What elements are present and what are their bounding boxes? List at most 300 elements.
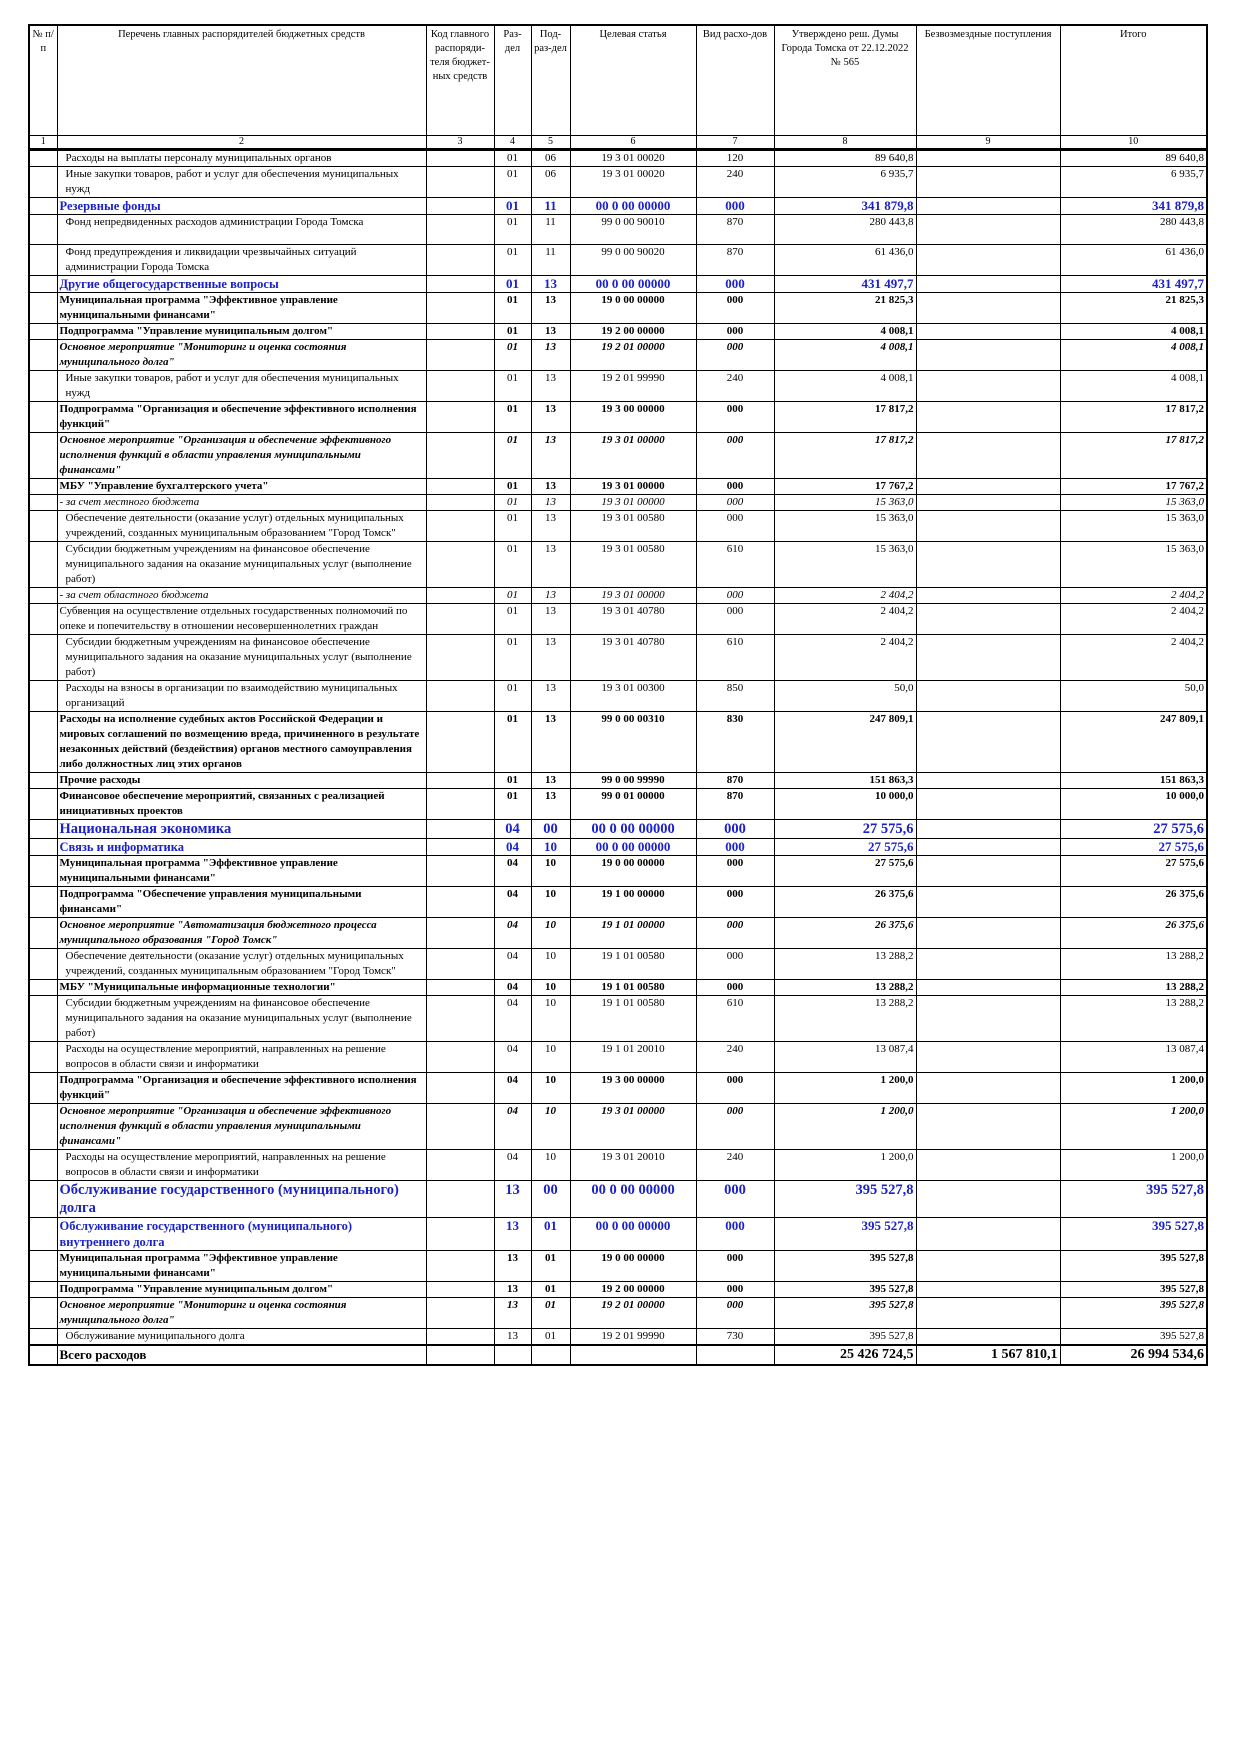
row-statya: 19 0 00 00000	[570, 1251, 696, 1282]
row-podrazdel: 11	[531, 245, 570, 276]
table-row	[29, 293, 1207, 324]
row-approved: 13 087,4	[774, 1042, 916, 1073]
row-total: 395 527,8	[1060, 1181, 1207, 1218]
row-number-cell	[29, 324, 57, 340]
row-statya: 19 3 00 00000	[570, 1073, 696, 1104]
table-row	[29, 479, 1207, 495]
row-name: Прочие расходы	[57, 773, 426, 789]
row-approved: 26 375,6	[774, 918, 916, 949]
row-approved: 1 200,0	[774, 1150, 916, 1181]
row-code-cell	[426, 215, 494, 245]
row-razdel: 13	[494, 1251, 531, 1282]
row-total: 17 817,2	[1060, 433, 1207, 479]
row-vid: 240	[696, 167, 774, 198]
row-razdel: 01	[494, 340, 531, 371]
row-number-cell	[29, 588, 57, 604]
row-code-cell	[426, 1150, 494, 1181]
table-row	[29, 1298, 1207, 1329]
row-vid: 000	[696, 324, 774, 340]
row-statya: 19 3 01 00000	[570, 495, 696, 511]
row-statya: 19 3 01 20010	[570, 1150, 696, 1181]
row-podrazdel: 10	[531, 996, 570, 1042]
row-approved: 2 404,2	[774, 588, 916, 604]
table-row	[29, 1329, 1207, 1346]
row-approved: 10 000,0	[774, 789, 916, 820]
row-approved: 26 375,6	[774, 887, 916, 918]
table-row	[29, 1218, 1207, 1251]
row-name: Расходы на выплаты персоналу муниципальных органов	[57, 150, 426, 167]
row-grants	[916, 918, 1060, 949]
row-number-cell	[29, 887, 57, 918]
row-code-cell	[426, 340, 494, 371]
row-approved: 2 404,2	[774, 604, 916, 635]
row-grants	[916, 773, 1060, 789]
row-razdel: 01	[494, 150, 531, 167]
row-vid: 000	[696, 856, 774, 887]
row-total: 341 879,8	[1060, 198, 1207, 215]
header-code: Код главного распоряди-теля бюджет-ных средств	[426, 25, 494, 136]
header-approved: Утверждено реш. Думы Города Томска от 22.12.2022 № 565	[774, 25, 916, 136]
row-number-cell	[29, 1282, 57, 1298]
row-podrazdel: 10	[531, 856, 570, 887]
row-grants	[916, 856, 1060, 887]
row-razdel: 13	[494, 1282, 531, 1298]
row-podrazdel: 11	[531, 198, 570, 215]
header-statya: Целевая статья	[570, 25, 696, 136]
table-row	[29, 1150, 1207, 1181]
column-number: 5	[531, 136, 570, 150]
row-razdel: 13	[494, 1298, 531, 1329]
row-statya: 19 1 01 00580	[570, 980, 696, 996]
row-total: 2 404,2	[1060, 635, 1207, 681]
table-row	[29, 604, 1207, 635]
row-statya: 19 3 01 00580	[570, 511, 696, 542]
row-podrazdel: 11	[531, 215, 570, 245]
row-code-cell	[426, 1251, 494, 1282]
row-number-cell	[29, 340, 57, 371]
column-number: 1	[29, 136, 57, 150]
row-approved: 1 200,0	[774, 1073, 916, 1104]
row-statya: 19 3 01 00300	[570, 681, 696, 712]
row-vid: 870	[696, 245, 774, 276]
row-podrazdel: 00	[531, 820, 570, 839]
row-vid: 000	[696, 1298, 774, 1329]
row-podrazdel: 10	[531, 1073, 570, 1104]
row-statya: 19 1 01 00580	[570, 996, 696, 1042]
row-name: Обеспечение деятельности (оказание услуг) отдельных муниципальных учреждений, созданных муниципальным образованием "Город Томск"	[57, 949, 426, 980]
row-name: Обслуживание государственного (муниципального) долга	[57, 1181, 426, 1218]
table-header	[29, 25, 1207, 150]
row-number-cell	[29, 495, 57, 511]
row-razdel: 01	[494, 712, 531, 773]
row-vid: 000	[696, 839, 774, 856]
row-grants	[916, 712, 1060, 773]
row-total: 26 375,6	[1060, 918, 1207, 949]
row-code-cell	[426, 511, 494, 542]
row-grants	[916, 495, 1060, 511]
row-total: 10 000,0	[1060, 789, 1207, 820]
table-row	[29, 789, 1207, 820]
row-podrazdel: 01	[531, 1329, 570, 1346]
row-grants	[916, 1329, 1060, 1346]
row-podrazdel: 13	[531, 542, 570, 588]
row-number-cell	[29, 918, 57, 949]
row-total: 395 527,8	[1060, 1282, 1207, 1298]
row-approved: 15 363,0	[774, 495, 916, 511]
row-podrazdel: 10	[531, 1042, 570, 1073]
table-row	[29, 245, 1207, 276]
row-vid: 610	[696, 542, 774, 588]
table-row	[29, 996, 1207, 1042]
row-vid: 000	[696, 949, 774, 980]
row-statya: 19 3 01 00020	[570, 167, 696, 198]
table-row	[29, 1073, 1207, 1104]
row-grants	[916, 511, 1060, 542]
row-code-cell	[426, 167, 494, 198]
table-row	[29, 681, 1207, 712]
row-name: Субсидии бюджетным учреждениям на финансовое обеспечение муниципального задания на оказание муниципальных услуг (выполнение работ)	[57, 635, 426, 681]
row-approved: 27 575,6	[774, 820, 916, 839]
row-vid: 870	[696, 789, 774, 820]
row-total: 27 575,6	[1060, 820, 1207, 839]
row-name: Подпрограмма "Организация и обеспечение эффективного исполнения функций"	[57, 1073, 426, 1104]
row-name: Иные закупки товаров, работ и услуг для обеспечения муниципальных нужд	[57, 167, 426, 198]
row-total: 1 200,0	[1060, 1150, 1207, 1181]
row-approved: 341 879,8	[774, 198, 916, 215]
table-row	[29, 1104, 1207, 1150]
row-razdel: 01	[494, 215, 531, 245]
row-statya: 19 3 01 40780	[570, 604, 696, 635]
table-row	[29, 511, 1207, 542]
row-vid: 000	[696, 433, 774, 479]
header-total: Итого	[1060, 25, 1207, 136]
row-number-cell	[29, 371, 57, 402]
row-vid: 000	[696, 604, 774, 635]
row-razdel: 01	[494, 495, 531, 511]
row-vid: 000	[696, 918, 774, 949]
row-podrazdel: 10	[531, 1150, 570, 1181]
row-number-cell	[29, 276, 57, 293]
table-row	[29, 402, 1207, 433]
row-number-cell	[29, 773, 57, 789]
row-code-cell	[426, 635, 494, 681]
row-razdel: 01	[494, 276, 531, 293]
row-number-cell	[29, 1181, 57, 1218]
row-name: Обеспечение деятельности (оказание услуг) отдельных муниципальных учреждений, созданных муниципальным образованием "Город Томск"	[57, 511, 426, 542]
row-number-cell	[29, 293, 57, 324]
row-vid: 000	[696, 1181, 774, 1218]
row-number-cell	[29, 635, 57, 681]
row-statya: 99 0 00 90010	[570, 215, 696, 245]
row-name: Расходы на осуществление мероприятий, направленных на решение вопросов в области связи и информатики	[57, 1150, 426, 1181]
row-number-cell	[29, 215, 57, 245]
row-podrazdel: 01	[531, 1218, 570, 1251]
row-grants	[916, 635, 1060, 681]
row-number-cell	[29, 1104, 57, 1150]
row-grants	[916, 789, 1060, 820]
total-vid-cell	[696, 1345, 774, 1365]
row-vid: 000	[696, 887, 774, 918]
row-name: МБУ "Управление бухгалтерского учета"	[57, 479, 426, 495]
row-statya: 19 3 01 00020	[570, 150, 696, 167]
row-podrazdel: 13	[531, 635, 570, 681]
row-podrazdel: 13	[531, 712, 570, 773]
table-row	[29, 167, 1207, 198]
row-statya: 19 1 01 00580	[570, 949, 696, 980]
row-name: Расходы на осуществление мероприятий, направленных на решение вопросов в области связи и информатики	[57, 1042, 426, 1073]
header-grants: Безвозмездные поступления	[916, 25, 1060, 136]
row-vid: 000	[696, 1282, 774, 1298]
row-total: 2 404,2	[1060, 604, 1207, 635]
column-number: 7	[696, 136, 774, 150]
row-number-cell	[29, 1150, 57, 1181]
row-total: 6 935,7	[1060, 167, 1207, 198]
row-code-cell	[426, 1073, 494, 1104]
total-label: Всего расходов	[57, 1345, 426, 1365]
row-approved: 4 008,1	[774, 340, 916, 371]
row-grants	[916, 245, 1060, 276]
row-name: Расходы на взносы в организации по взаимодействию муниципальных организаций	[57, 681, 426, 712]
row-code-cell	[426, 293, 494, 324]
row-approved: 13 288,2	[774, 996, 916, 1042]
row-total: 395 527,8	[1060, 1329, 1207, 1346]
row-podrazdel: 06	[531, 167, 570, 198]
table-row	[29, 887, 1207, 918]
row-code-cell	[426, 1329, 494, 1346]
table-row	[29, 856, 1207, 887]
row-number-cell	[29, 949, 57, 980]
row-vid: 000	[696, 980, 774, 996]
row-vid: 000	[696, 276, 774, 293]
row-razdel: 04	[494, 887, 531, 918]
row-vid: 870	[696, 215, 774, 245]
row-name: - за счет местного бюджета	[57, 495, 426, 511]
total-podrazdel-cell	[531, 1345, 570, 1365]
row-grants	[916, 150, 1060, 167]
row-razdel: 04	[494, 918, 531, 949]
header-vid: Вид расхо-дов	[696, 25, 774, 136]
row-grants	[916, 839, 1060, 856]
table-row	[29, 1042, 1207, 1073]
row-code-cell	[426, 276, 494, 293]
row-total: 17 817,2	[1060, 402, 1207, 433]
row-name: Расходы на исполнение судебных актов Российской Федерации и мировых соглашений по возмещению вреда, причиненного в результате незаконных действий (бездействия) органов местного самоуправления либо должностных лиц этих органов	[57, 712, 426, 773]
table-row	[29, 198, 1207, 215]
table-row	[29, 712, 1207, 773]
row-grants	[916, 604, 1060, 635]
row-statya: 99 0 00 99990	[570, 773, 696, 789]
row-razdel: 04	[494, 1042, 531, 1073]
row-podrazdel: 13	[531, 511, 570, 542]
row-total: 2 404,2	[1060, 588, 1207, 604]
budget-sheet	[28, 24, 1206, 1366]
row-statya: 19 0 00 00000	[570, 293, 696, 324]
row-razdel: 13	[494, 1181, 531, 1218]
row-approved: 6 935,7	[774, 167, 916, 198]
table-row	[29, 150, 1207, 167]
column-number: 6	[570, 136, 696, 150]
row-statya: 00 0 00 00000	[570, 276, 696, 293]
row-number-cell	[29, 980, 57, 996]
row-total: 13 288,2	[1060, 980, 1207, 996]
table-row	[29, 1181, 1207, 1218]
row-grants	[916, 820, 1060, 839]
row-podrazdel: 13	[531, 495, 570, 511]
table-row	[29, 1282, 1207, 1298]
row-podrazdel: 13	[531, 773, 570, 789]
row-vid: 240	[696, 1150, 774, 1181]
row-razdel: 01	[494, 635, 531, 681]
row-vid: 000	[696, 479, 774, 495]
row-statya: 19 2 01 99990	[570, 371, 696, 402]
row-podrazdel: 13	[531, 479, 570, 495]
row-razdel: 04	[494, 1104, 531, 1150]
row-statya: 19 3 01 00580	[570, 542, 696, 588]
row-podrazdel: 01	[531, 1251, 570, 1282]
total-sum: 26 994 534,6	[1060, 1345, 1207, 1365]
row-code-cell	[426, 402, 494, 433]
table-body	[29, 150, 1207, 1346]
row-vid: 830	[696, 712, 774, 773]
row-code-cell	[426, 1282, 494, 1298]
row-podrazdel: 10	[531, 980, 570, 996]
row-razdel: 13	[494, 1218, 531, 1251]
row-number-cell	[29, 198, 57, 215]
row-total: 1 200,0	[1060, 1104, 1207, 1150]
table-row	[29, 588, 1207, 604]
row-code-cell	[426, 1042, 494, 1073]
row-name: Обслуживание муниципального долга	[57, 1329, 426, 1346]
row-razdel: 01	[494, 402, 531, 433]
total-row	[29, 1345, 1207, 1365]
row-vid: 240	[696, 1042, 774, 1073]
row-vid: 000	[696, 1073, 774, 1104]
row-code-cell	[426, 495, 494, 511]
row-approved: 15 363,0	[774, 511, 916, 542]
row-statya: 00 0 00 00000	[570, 1181, 696, 1218]
row-vid: 000	[696, 820, 774, 839]
row-approved: 395 527,8	[774, 1298, 916, 1329]
row-number-cell	[29, 402, 57, 433]
row-name: Основное мероприятие "Автоматизация бюджетного процесса муниципального образования "Город Томск"	[57, 918, 426, 949]
row-name: Субсидии бюджетным учреждениям на финансовое обеспечение муниципального задания на оказание муниципальных услуг (выполнение работ)	[57, 996, 426, 1042]
row-razdel: 04	[494, 949, 531, 980]
row-code-cell	[426, 1218, 494, 1251]
table-row	[29, 215, 1207, 245]
row-code-cell	[426, 980, 494, 996]
row-code-cell	[426, 789, 494, 820]
row-name: Основное мероприятие "Организация и обеспечение эффективного исполнения функций в области управления муниципальными финансами"	[57, 1104, 426, 1150]
row-number-cell	[29, 839, 57, 856]
row-name: Обслуживание государственного (муниципального) внутреннего долга	[57, 1218, 426, 1251]
row-total: 27 575,6	[1060, 856, 1207, 887]
row-razdel: 01	[494, 167, 531, 198]
row-vid: 610	[696, 635, 774, 681]
row-podrazdel: 13	[531, 276, 570, 293]
row-statya: 00 0 00 00000	[570, 820, 696, 839]
row-approved: 27 575,6	[774, 856, 916, 887]
row-name: Основное мероприятие "Организация и обеспечение эффективного исполнения функций в области управления муниципальными финансами"	[57, 433, 426, 479]
row-vid: 000	[696, 1218, 774, 1251]
row-statya: 19 2 00 00000	[570, 324, 696, 340]
row-approved: 21 825,3	[774, 293, 916, 324]
row-code-cell	[426, 198, 494, 215]
header-podrazdel: Под-раз-дел	[531, 25, 570, 136]
row-name: Подпрограмма "Управление муниципальным долгом"	[57, 324, 426, 340]
row-statya: 19 1 00 00000	[570, 887, 696, 918]
row-total: 247 809,1	[1060, 712, 1207, 773]
row-grants	[916, 215, 1060, 245]
total-grants: 1 567 810,1	[916, 1345, 1060, 1365]
row-approved: 17 767,2	[774, 479, 916, 495]
row-code-cell	[426, 542, 494, 588]
table-row	[29, 1251, 1207, 1282]
row-statya: 99 0 01 00000	[570, 789, 696, 820]
row-name: Муниципальная программа "Эффективное управление муниципальными финансами"	[57, 1251, 426, 1282]
row-grants	[916, 1042, 1060, 1073]
row-statya: 99 0 00 00310	[570, 712, 696, 773]
row-name: Субсидии бюджетным учреждениям на финансовое обеспечение муниципального задания на оказание муниципальных услуг (выполнение работ)	[57, 542, 426, 588]
row-podrazdel: 10	[531, 949, 570, 980]
row-code-cell	[426, 433, 494, 479]
row-grants	[916, 1150, 1060, 1181]
row-number-cell	[29, 167, 57, 198]
row-razdel: 04	[494, 996, 531, 1042]
row-code-cell	[426, 150, 494, 167]
row-total: 15 363,0	[1060, 542, 1207, 588]
header-razdel: Раз-дел	[494, 25, 531, 136]
row-podrazdel: 01	[531, 1298, 570, 1329]
row-vid: 000	[696, 1251, 774, 1282]
row-total: 395 527,8	[1060, 1218, 1207, 1251]
row-name: Фонд предупреждения и ликвидации чрезвычайных ситуаций администрации Города Томска	[57, 245, 426, 276]
row-name: МБУ "Муниципальные информационные технологии"	[57, 980, 426, 996]
row-number-cell	[29, 996, 57, 1042]
row-podrazdel: 10	[531, 839, 570, 856]
row-code-cell	[426, 820, 494, 839]
row-vid: 240	[696, 371, 774, 402]
row-code-cell	[426, 996, 494, 1042]
row-vid: 000	[696, 340, 774, 371]
row-total: 26 375,6	[1060, 887, 1207, 918]
row-vid: 000	[696, 1104, 774, 1150]
row-approved: 151 863,3	[774, 773, 916, 789]
row-grants	[916, 1073, 1060, 1104]
row-grants	[916, 681, 1060, 712]
row-grants	[916, 198, 1060, 215]
row-vid: 850	[696, 681, 774, 712]
row-number-cell	[29, 1218, 57, 1251]
row-razdel: 01	[494, 789, 531, 820]
row-approved: 395 527,8	[774, 1251, 916, 1282]
row-total: 50,0	[1060, 681, 1207, 712]
row-grants	[916, 996, 1060, 1042]
row-razdel: 01	[494, 293, 531, 324]
row-total: 4 008,1	[1060, 324, 1207, 340]
row-vid: 870	[696, 773, 774, 789]
row-razdel: 04	[494, 980, 531, 996]
row-name: - за счет областного бюджета	[57, 588, 426, 604]
row-total: 15 363,0	[1060, 511, 1207, 542]
row-razdel: 04	[494, 856, 531, 887]
row-total: 21 825,3	[1060, 293, 1207, 324]
row-code-cell	[426, 1181, 494, 1218]
row-approved: 395 527,8	[774, 1282, 916, 1298]
row-name: Подпрограмма "Обеспечение управления муниципальными финансами"	[57, 887, 426, 918]
row-total: 431 497,7	[1060, 276, 1207, 293]
table-row	[29, 820, 1207, 839]
row-grants	[916, 1181, 1060, 1218]
